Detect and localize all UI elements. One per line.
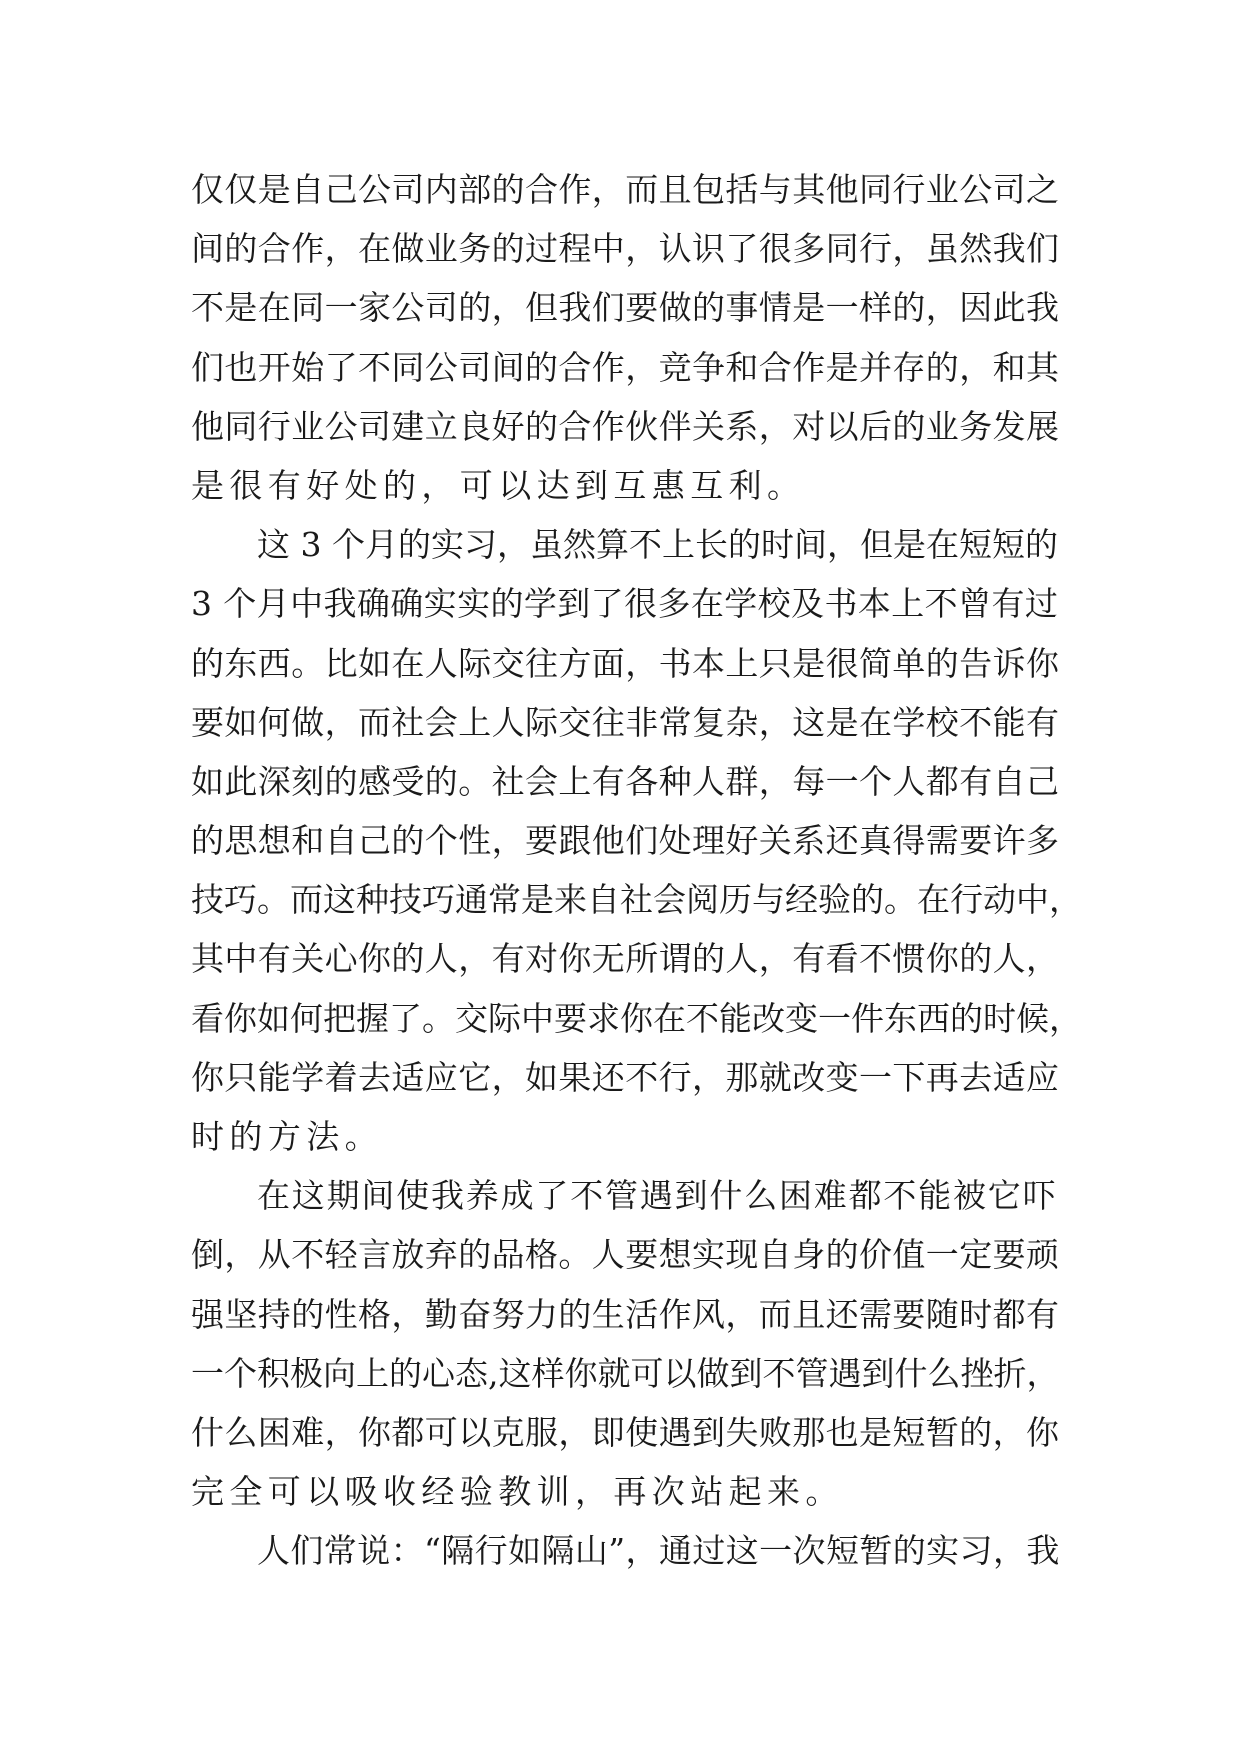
paragraph [191,1166,1061,1521]
text-line: 时的方法。 [191,1117,383,1156]
text-line: 们也开始了不同公司间的合作，竞争和合作是并存的，和其 [191,347,1060,387]
text-line: 的思想和自己的个性，要跟他们处理好关系还真得需要许多 [191,821,1060,861]
paragraph [191,515,1082,1166]
text-line: 什么困难，你都可以克服，即使遇到失败那也是短暂的，你 [191,1412,1060,1452]
text-line: 一个积极向上的心态,这样你就可以做到不管遇到什么挫折， [191,1353,1060,1393]
text-line: 技巧。而这种技巧通常是来自社会阅历与经验的。在行动中， [191,880,1082,920]
text-line: 他同行业公司建立良好的合作伙伴关系，对以后的业务发展 [191,406,1060,446]
text-line: 你只能学着去适应它，如果还不行，那就改变一下再去适应 [191,1057,1060,1097]
text-line: 如此深刻的感受的。社会上有各种人群，每一个人都有自己 [191,761,1060,801]
text-line: 是很有好处的，可以达到互惠互利。 [191,465,806,505]
text-line: 这 3 个月的实习，虽然算不上长的时间，但是在短短的 [257,525,1058,565]
text-line: 完全可以吸收经验教训，再次站起来。 [191,1472,844,1512]
text-line: 仅仅是自己公司内部的合作，而且包括与其他同行业公司之 [191,170,1060,209]
text-line: 其中有关心你的人，有对你无所谓的人，有看不惯你的人， [191,939,1060,979]
text-line: 要如何做，而社会上人际交往非常复杂，这是在学校不能有 [191,702,1060,742]
paragraph [191,160,1061,515]
text-line: 3 个月中我确确实实的学到了很多在学校及书本上不曾有过 [191,584,1059,624]
paragraph [191,1521,1061,1580]
text-line: 不是在同一家公司的，但我们要做的事情是一样的，因此我 [191,288,1060,328]
text-line: 倒，从不轻言放弃的品格。人要想实现自身的价值一定要顽 [191,1235,1060,1275]
body-text [191,160,1082,1581]
text-line: 强坚持的性格，勤奋努力的生活作风，而且还需要随时都有 [191,1294,1060,1334]
text-line: 间的合作，在做业务的过程中，认识了很多同行，虽然我们 [191,229,1060,269]
text-line: 在这期间使我养成了不管遇到什么困难都不能被它吓 [257,1176,1058,1216]
text-line: 看你如何把握了。交际中要求你在不能改变一件东西的时候， [191,998,1082,1038]
text-line: 人们常说：“隔行如隔山”，通过这一次短暂的实习，我 [257,1531,1060,1571]
text-line: 的东西。比如在人际交往方面，书本上只是很简单的告诉你 [191,643,1060,683]
